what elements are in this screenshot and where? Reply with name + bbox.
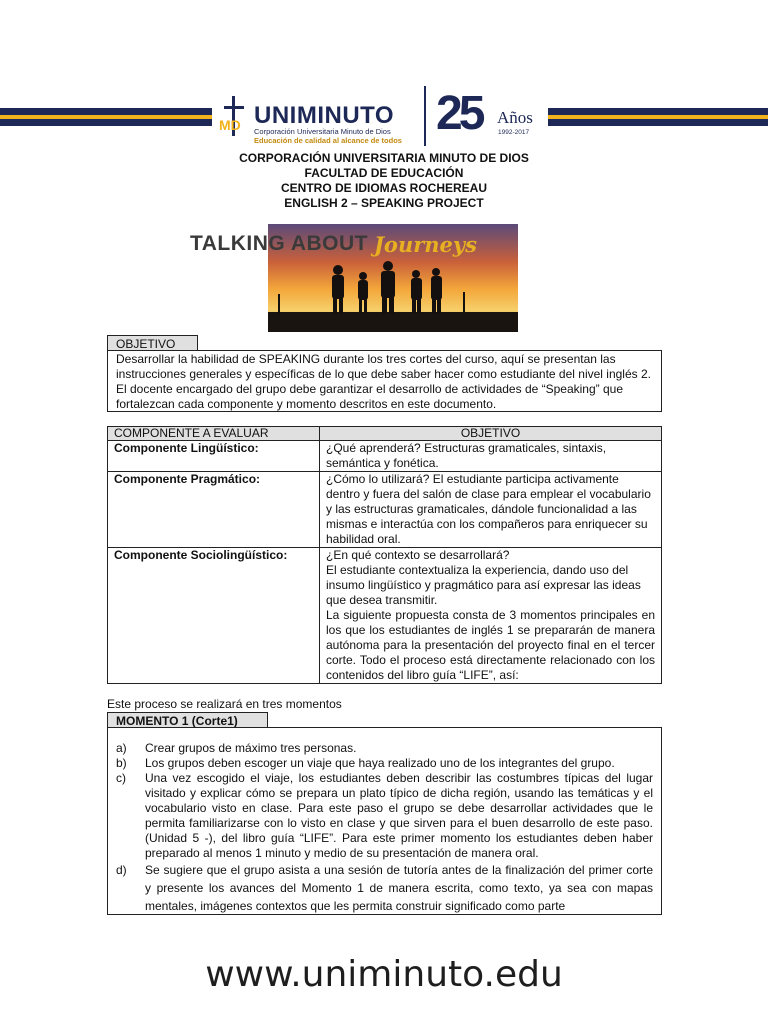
objective-label: OBJETIVO	[107, 335, 198, 351]
anniversary-number: 25	[436, 87, 482, 140]
anniversary-years: 1992-2017	[498, 129, 530, 136]
list-item-text: Crear grupos de máximo tres personas.	[145, 741, 357, 755]
brand-tagline: Educación de calidad al alcance de todos	[254, 136, 402, 145]
component-objective: ¿Cómo lo utilizará? El estudiante participa activamente dentro y fuera del salón de clase para emplear el vocabulario y las estructuras gramaticales, dándole funcionalidad a las mismas e interactúa con los compañeros para enriquecer su habilidad oral.	[320, 472, 662, 548]
list-item	[116, 861, 653, 915]
moment1-list	[116, 741, 653, 915]
header-band-left	[0, 108, 212, 126]
anniversary-word: Años	[497, 108, 533, 127]
list-item	[116, 756, 653, 771]
list-marker: a)	[116, 741, 127, 755]
component-name: Componente Pragmático:	[108, 472, 320, 548]
table-header-component: COMPONENTE A EVALUAR	[108, 427, 320, 441]
logo-divider	[424, 86, 426, 146]
component-question: ¿En qué contexto se desarrollará?	[326, 548, 510, 562]
brand-name: UNIMINUTO	[254, 102, 395, 129]
list-marker: b)	[116, 756, 127, 770]
title-faculty: FACULTAD DE EDUCACIÓN	[304, 166, 464, 180]
components-table	[107, 426, 662, 684]
table-header-objective: OBJETIVO	[320, 427, 662, 441]
title-center: CENTRO DE IDIOMAS ROCHEREAU	[280, 181, 487, 195]
table-header-row	[108, 427, 662, 441]
moment1-label: MOMENTO 1 (Corte1)	[107, 712, 268, 728]
moment1-box	[107, 727, 662, 915]
component-name: Componente Sociolingüístico:	[108, 548, 320, 684]
brand-subtitle: Corporación Universitaria Minuto de Dios	[254, 127, 391, 136]
list-marker: d)	[116, 863, 127, 877]
university-logo	[214, 86, 548, 146]
component-proposal: La siguiente propuesta consta de 3 momentos principales en los que los estudiantes de inglés 1 se prepararán de manera autónoma para la presentación del proyecto final en el tercer corte. Todo el proceso está directamente relacionado con los contenidos del libro guía “LIFE”, así:	[326, 608, 655, 682]
table-row	[108, 472, 662, 548]
banner-title-text: TALKING ABOUT	[190, 232, 368, 255]
component-description: El estudiante contextualiza la experiencia, dando uso del insumo lingüístico y pragmático para así expresar las ideas que desea transmitir.	[326, 563, 641, 607]
component-objective: ¿Qué aprenderá? Estructuras gramaticales, sintaxis, semántica y fonética.	[320, 441, 662, 472]
component-objective	[320, 548, 662, 684]
table-row	[108, 441, 662, 472]
table-row	[108, 548, 662, 684]
list-item	[116, 771, 653, 861]
list-item-text: Se sugiere que el grupo asista a una sesión de tutoría antes de la finalización del primer corte y presente los avances del Momento 1 de manera escrita, como texto, ya sea con mapas mentales, imágenes contextos que les permita construir significado como parte	[145, 863, 653, 913]
footer-url[interactable]: www.uniminuto.edu	[205, 954, 563, 995]
objective-text: Desarrollar la habilidad de SPEAKING durante los tres cortes del curso, aquí se presentan las instrucciones generales y específicas de lo que debe saber hacer como estudiante del nivel inglés 2. El docente encargado del grupo debe garantizar el desarrollo de actividades de “Speaking” que fortalezcan cada componente y momento descritos en este documento.	[107, 350, 662, 412]
list-item-text: Una vez escogido el viaje, los estudiantes deben describir las costumbres típicas del lugar visitado y explicar cómo se prepara un plato típico de dicha región, usando las temáticas y el vocabulario visto en clase. Para este paso el grupo se debe desarrollar actividades que le permita familiarizarse con lo visto en clase y que sirven para el buen desarrollo de este paso. (Unidad 5 -), del libro guía “LIFE”. Para este primer momento los estudiantes deben haber preparado al menos 1 minuto y medio de su presentación de manera oral.	[145, 771, 653, 860]
banner-script-text: Journeys	[374, 232, 477, 257]
md-logo-icon	[218, 96, 250, 136]
list-item	[116, 741, 653, 756]
title-university: CORPORACIÓN UNIVERSITARIA MINUTO DE DIOS	[239, 151, 529, 165]
header-band-right	[546, 108, 768, 126]
svg-text:MD: MD	[219, 117, 241, 133]
title-course: ENGLISH 2 – SPEAKING PROJECT	[284, 196, 484, 210]
process-intro: Este proceso se realizará en tres momentos	[107, 697, 342, 711]
list-marker: c)	[116, 771, 126, 785]
component-name: Componente Lingüístico:	[108, 441, 320, 472]
list-item-text: Los grupos deben escoger un viaje que haya realizado uno de los integrantes del grupo.	[145, 756, 615, 770]
